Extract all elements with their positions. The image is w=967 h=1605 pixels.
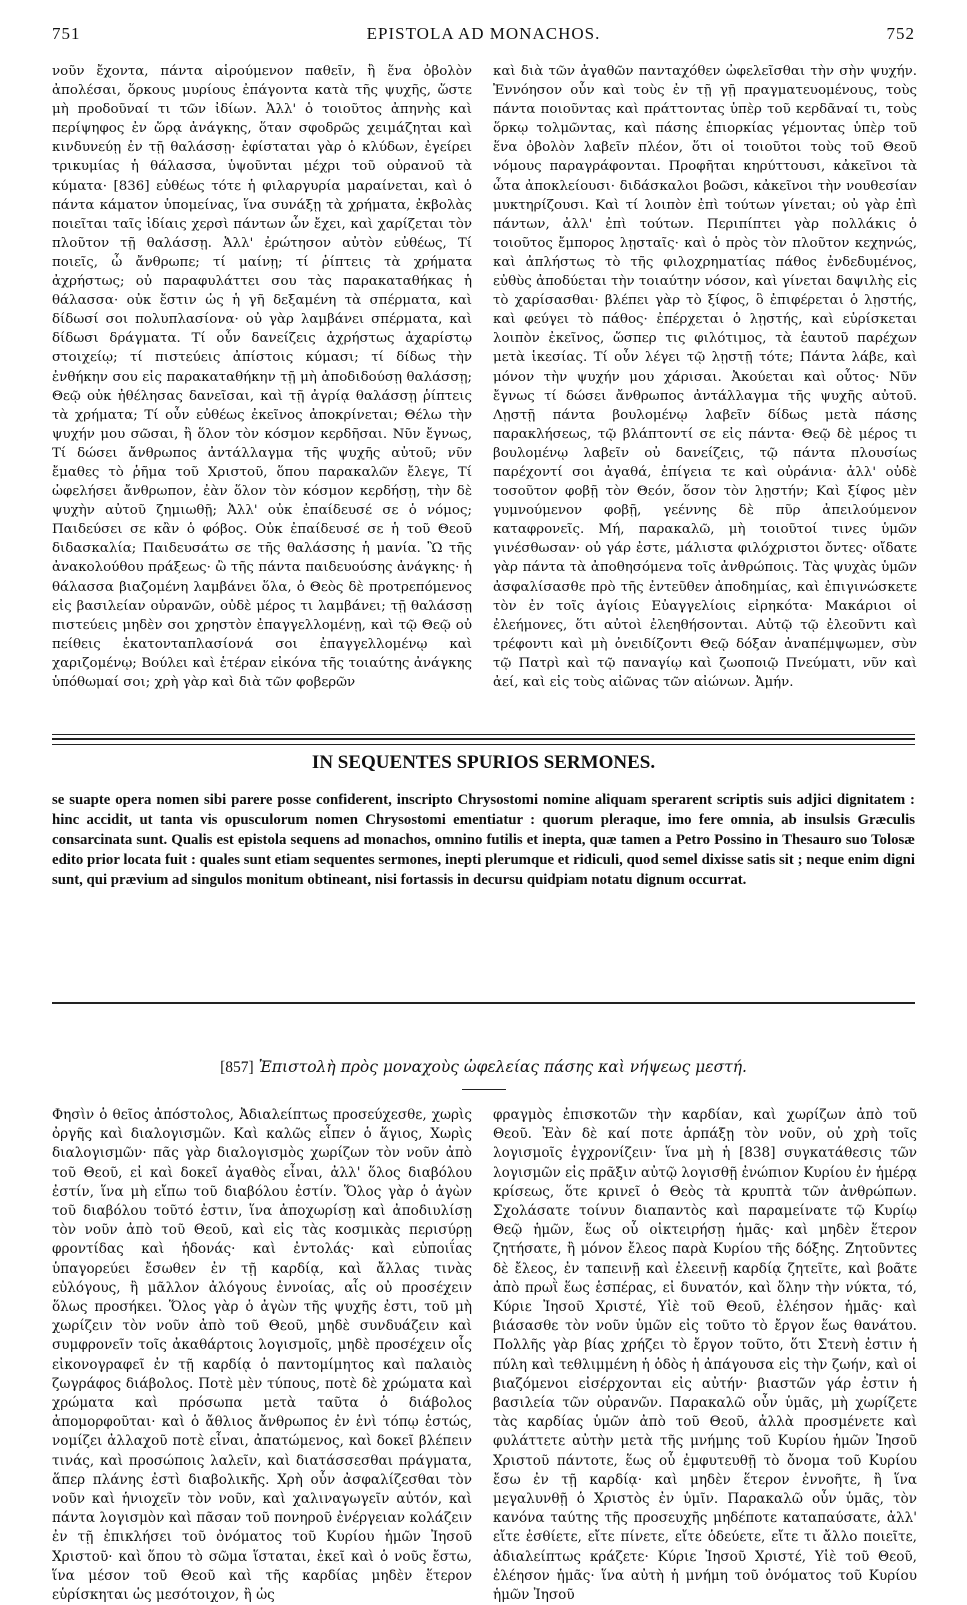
divider-rule-thick — [52, 1002, 915, 1004]
intro-paragraph: se suapte opera nomen sibi parere posse confiderent, inscripto Chrysostomi nomine aliquam sperarent scriptis suis adjici dignitatem : hinc accidit, ut tanta vis opusculorum nomen Chrysostomi ementiatur : quorum pleraque, imo fere omnia, ab insulsis Græculis consarcinata sunt. Qualis est epistola sequens ad monachos, omnino futilis et inepta, quæ tamen a Petro Possino in Thesauro suo Tolosæ edito prior locata fuit : quales sunt etiam sequentes sermones, inepti plerumque et ridiculi, quod semel dixisse satis sit ; neque enim digni sunt, qui prævium ad singulos monitum obtineant, nisi fortassis in decursu quidpiam notatu dignum occurrat. — [52, 792, 915, 888]
upper-right-text: καὶ διὰ τῶν ἀγαθῶν πανταχόθεν ὠφελεῖσθαι τὴν σὴν ψυχήν. Ἐννόησον οὖν καὶ τοὺς ἐν τῇ γῇ πραγματευομένους, τοὺς πάντα ποιοῦντας καὶ πράττοντας ὑπὲρ τοῦ κερδᾶναί τι, τοὺς ὅρκῳ τολμῶντας, καὶ πάσης ἐπιορκίας γέμοντας ὑπὲρ τοῦ ἕνα ὀβολὸν λαβεῖν πλέον, ὅτι οἱ τοιοῦτοι τοὺς τοῦ Θεοῦ νόμους παραγράφονται. Προφῆται κηρύττουσι, κἀκεῖνοι τὰ ὦτα ἀποκλείουσι· διδάσκαλοι βοῶσι, κἀκεῖνοι τὴν νουθεσίαν μυκτηρίζουσι. Καὶ τί λοιπὸν ἐπὶ τούτων γίνεται; οὐ γὰρ ἐπὶ πάντων, ἀλλ' ἐπὶ τούτων. Περιπίπτει γὰρ πολλάκις ὁ τοιοῦτος ἔμπορος λῃσταῖς· καὶ ὁ πρὸς τὸν πλοῦτον κεχηνώς, καὶ ἀπλήστως τὸ τῆς φιλοχρηματίας πάθος ἐνδεδυμένος, εὐθὺς ἀποδύεται τὴν τοιαύτην νόσον, καὶ γίνεται δαψιλὴς εἰς τὸ χαρίσασθαι· βλέπει γὰρ τὸ ξίφος, ὃ ἐπιφέρεται ὁ λῃστής, καὶ φεύγει τὸ πάθος· ἐπέρχεται ὁ λῃστής, καὶ εὑρίσκεται λοιπὸν ἐκεῖνος, ὥσπερ τις φιλότιμος, τὰ ἑαυτοῦ παρέχων μετὰ ἱκεσίας. Τί οὖν λέγει τῷ λῃστῇ τότε; Πάντα λάβε, καὶ μόνον τὴν ψυχήν μου χάρισαι. Ἀκούεται καὶ οὗτος· Νῦν ἔγνως τί δώσει ἄνθρωπος ἀντάλλαγμα τῆς ψυχῆς αὐτοῦ. Λῃστῇ πάντα βουλομένῳ λαβεῖν δίδως μετὰ πάσης παρακλήσεως, τῷ βλάπτοντί σε εἰς πάντα· Θεῷ δὲ μέρος τι βουλομένῳ λαβεῖν οὐ δανείζεις, τῷ πάντα πλουσίως παρέχοντί σοι ἀγαθά, ἐπίγεια τε καὶ οὐράνια· ἀλλ' οὐδὲ τοσοῦτον φοβῇ τὸν Θεόν, ὅσον τὸν λῃστήν; Καὶ ξίφος μὲν γυμνούμενον φοβῇ, γεέννης δὲ πῦρ ἀπειλούμενον καταφρονεῖς. Μή, παρακαλῶ, μὴ τοιοῦτοί τινες ὑμῶν γινέσθωσαν· οὐ γάρ ἐστε, μάλιστα φιλόχριστοι ὄντες· οἴδατε γὰρ πάντα τὰ ἀποθησόμενα τοῖς ἀνθρώποις. Τὰς ψυχὰς ὑμῶν ἀσφαλίσασθε πρὸ τῆς ἐντεῦθεν ἀποδημίας, καὶ ἐπιγινώσκετε τὸν ἐν τοῖς ἁγίοις Εὐαγγελίοις εἰρηκότα· Μακάριοι οἱ ἐλεήμονες, ὅτι αὐτοὶ ἐλεηθήσονται. Αὐτῷ τῷ ἐλεοῦντι καὶ τρέφοντι καὶ μὴ ὀνειδίζοντι Θεῷ δόξαν ἀναπέμψωμεν, σὺν τῷ Πατρὶ καὶ τῷ παναγίῳ καὶ ζωοποιῷ Πνεύματι, νῦν καὶ ἀεί, καὶ εἰς τοὺς αἰῶνας τῶν αἰώνων. Ἀμήν. — [493, 64, 917, 690]
epistle-heading — [52, 1058, 915, 1077]
divider-rule-thick — [52, 738, 915, 740]
epistle-title: Ἐπιστολὴ πρὸς μοναχοὺς ὠφελείας πάσης καὶ νήψεως μεστή. — [258, 1058, 747, 1076]
lower-left-text: Φησὶν ὁ θεῖος ἀπόστολος, Ἀδιαλείπτως προσεύχεσθε, χωρὶς ὀργῆς καὶ διαλογισμῶν. Καὶ καλῶς εἶπεν ὁ ἅγιος, Χωρὶς διαλογισμῶν· πᾶς γὰρ διαλογισμὸς χωρίζων τὸν νοῦν ἀπὸ τοῦ Θεοῦ, εἰ καὶ δοκεῖ ἀγαθὸς εἶναι, ἀλλ' ὅλος διαβόλου ἐστίν, ἵνα μὴ εἴπω τοῦ διαβόλου ἐστίν. Ὅλος γὰρ ὁ ἀγὼν τοῦ διαβόλου τοῦτό ἐστιν, ἵνα ἀποχωρίσῃ καὶ ἀποδιυλίσῃ τὸν νοῦν ἀπὸ τοῦ Θεοῦ, καὶ εἰς τὰς κοσμικὰς περισύρῃ φροντίδας καὶ ἡδονάς· καὶ ἐντολάς· καὶ εὐποιΐας ὑπαγορεύει ἔσωθεν ἐν τῇ καρδίᾳ, καὶ ἄλλας τινὰς εὐλόγους, ἢ μᾶλλον ἀλόγους ἐννοίας, αἷς οὐ προσέχειν ὅλως προσήκει. Ὅλος γὰρ ὁ ἀγὼν τῆς ψυχῆς ἐστι, τοῦ μὴ χωρίζειν τὸν νοῦν ἀπὸ τοῦ Θεοῦ, μηδὲ συνδυάζειν καὶ συμφρονεῖν τοῖς ἀκαθάρτοις λογισμοῖς, μηδὲ προσέχειν οἷς εἰκονογραφεῖ ἐν τῇ καρδίᾳ ὁ παντομίμητος καὶ παλαιὸς ζωγράφος διάβολος. Ποτὲ μὲν τύπους, ποτὲ δὲ χρώματα καὶ χρώματα καὶ πρόσωπα μετὰ ταῦτα ὁ διάβολος ἀπομορφοῦται· καὶ ὁ ἄθλιος ἄνθρωπος ἐν ἑνὶ τόπῳ ἑστώς, νομίζει ἀλλαχοῦ ποτὲ εἶναι, ἀπατώμενος, καὶ δοκεῖ βλέπειν τινάς, καὶ προσώποις λαλεῖν, καὶ διατάσσεσθαι πράγματα, ἅπερ πλάνης ἐστὶ διαβολικῆς. Χρὴ οὖν ἀσφαλίζεσθαι τὸν νοῦν καὶ ἡνιοχεῖν τὸν νοῦν, καὶ χαλιναγωγεῖν αὐτόν, καὶ πάντα λογισμὸν καὶ πᾶσαν τοῦ πονηροῦ ἐνέργειαν κολάζειν ἐν τῇ ἐπικλήσει τοῦ ὀνόματος τοῦ Κυρίου ἡμῶν Ἰησοῦ Χριστοῦ· καὶ ὅπου τὸ σῶμα ἵσταται, ἐκεῖ καὶ ὁ νοῦς ἔστω, ἵνα μέσον τοῦ Θεοῦ καὶ τῆς καρδίας μηδὲν ἕτερον εὑρίσκηται ὡς μεσότοιχον, ἢ ὡς — [52, 1107, 472, 1604]
page-number-left: 751 — [52, 24, 81, 43]
upper-right-column — [493, 62, 917, 722]
column-number: [857] — [220, 1059, 254, 1076]
lower-right-column — [493, 1106, 917, 1604]
divider-rule — [52, 744, 915, 745]
running-title: EPISTOLA AD MONACHOS. — [366, 24, 601, 43]
lower-right-text: φραγμὸς ἐπισκοτῶν τὴν καρδίαν, καὶ χωρίζων ἀπὸ τοῦ Θεοῦ. Ἐὰν δὲ καί ποτε ἁρπάξῃ τὸν νοῦν, οὐ χρὴ τοῖς λογισμοῖς ἐγχρονίζειν· ἵνα μὴ ἡ [838] συγκατάθεσις τῶν λογισμῶν εἰς πρᾶξιν αὐτῷ λογισθῇ ἐνώπιον Κυρίου ἐν ἡμέρᾳ κρίσεως, ὅτε κρινεῖ ὁ Θεὸς τὰ κρυπτὰ τῶν ἀνθρώπων. Σχολάσατε τοίνυν διαπαντὸς καὶ παραμείνατε τῷ Κυρίῳ Θεῷ ἡμῶν, ἕως οὗ οἰκτειρήσῃ ἡμᾶς· καὶ μηδὲν ἕτερον ζητήσατε, ἢ μόνον ἔλεος παρὰ Κυρίου τῆς δόξης. Ζητοῦντες δὲ ἔλεος, ἐν ταπεινῇ καὶ ἐλεεινῇ καρδίᾳ ζητεῖτε, καὶ βοᾶτε ἀπὸ πρωῒ ἕως ἑσπέρας, εἰ δυνατόν, καὶ ὅλην τὴν νύκτα, τό, Κύριε Ἰησοῦ Χριστέ, Υἱὲ τοῦ Θεοῦ, ἐλέησον ἡμᾶς· καὶ βιάσασθε τὸν νοῦν ὑμῶν εἰς τοῦτο τὸ ἔργον ἕως θανάτου. Πολλῆς γὰρ βίας χρήζει τὸ ἔργον τοῦτο, ὅτι Στενὴ ἐστιν ἡ πύλη καὶ τεθλιμμένη ἡ ὁδὸς ἡ ἀπάγουσα εἰς τὴν ζωήν, καὶ οἱ βιαζόμενοι εἰσέρχονται εἰς αὐτήν· βιαστῶν γάρ ἐστιν ἡ βασιλεία τῶν οὐρανῶν. Παρακαλῶ οὖν ὑμᾶς, μὴ χωρίζετε τὰς καρδίας ὑμῶν ἀπὸ τοῦ Θεοῦ, ἀλλὰ προσμένετε καὶ φυλάττετε αὐτὴν μετὰ τῆς μνήμης τοῦ Κυρίου ἡμῶν Ἰησοῦ Χριστοῦ πάντοτε, ἕως οὗ ἐμφυτευθῇ τὸ ὄνομα τοῦ Κυρίου ἔσω ἐν τῇ καρδίᾳ· καὶ μηδὲν ἕτερον ἐννοῆτε, ἢ ἵνα μεγαλυνθῇ ὁ Χριστὸς ἐν ὑμῖν. Παρακαλῶ οὖν ὑμᾶς, τὸν κανόνα ταύτης τῆς προσευχῆς μηδέποτε καταπαύσατε, ἀλλ' εἴτε ἐσθίετε, εἴτε πίνετε, εἴτε ὁδεύετε, εἴτε τι ἄλλο ποιεῖτε, ἀδιαλείπτως κράζετε· Κύριε Ἰησοῦ Χριστέ, Υἱὲ τοῦ Θεοῦ, ἐλέησον ἡμᾶς· ἵνα αὐτὴ ἡ μνήμη τοῦ ὀνόματος τοῦ Κυρίου ἡμῶν Ἰησοῦ — [493, 1107, 917, 1604]
section-title: IN SEQUENTES SPURIOS SERMONES. — [311, 752, 656, 773]
upper-left-text: νοῦν ἔχοντα, πάντα αἱρούμενον παθεῖν, ἢ ἕνα ὀβολὸν ἀπολέσαι, ὅρκους μυρίους ἐπάγοντα κατὰ τῆς ψυχῆς, ὥστε μὴ προδοῦναί τι τῶν ἰδίων. Ἀλλ' ὁ τοιοῦτος ἀπηνὴς καὶ περίψηφος ἐν ὥρᾳ ἀνάγκης, ὅταν σφοδρῶς χειμάζηται καὶ κινδυνεύῃ ἐν τῇ θαλάσσῃ· ἐφίσταται γὰρ ὁ κλύδων, ἐγείρει τρικυμίας ἡ θάλασσα, ὑψοῦνται μέχρι τοῦ οὐρανοῦ τὰ κύματα· [836] εὐθέως τότε ἡ φιλαργυρία μαραίνεται, καὶ ὁ πάντα κάματον ὑπομείνας, ἵνα συνάξῃ τὰ χρήματα, ἐκβολὰς ποιεῖται ταῖς ἰδίαις χερσὶ πάντων ὧν ἔχει, καὶ χαρίζεται τὸν πλοῦτον τῇ θαλάσσῃ. Ἀλλ' ἐρώτησον αὐτὸν εὐθέως, Τί ποιεῖς, ὦ ἄνθρωπε; τί μαίνῃ; τί ῥίπτεις τὰ χρήματα ἀχρήστως; οὐ παραφυλάττει σου τὰς παρακαταθήκας ἡ θάλασσα· οὐκ ἔστιν ὡς ἡ γῆ δεξαμένη τὰ σπέρματα, καὶ δίδωσί σοι πολυπλασίονα· οὐ γὰρ λαμβάνει σπέρματα, καὶ δίδωσι δράγματα. Τί οὖν δανείζεις ἀχρήστως ἀχαρίστῳ στοιχείῳ; τί πιστεύεις ἀπίστοις κύμασι; τί δίδως τὴν ἐνθήκην σου εἰς παρακαταθήκην τῇ μὴ ἀποδιδούσῃ θαλάσσῃ; Θεῷ οὐκ ἠθέλησας δανεῖσαι, καὶ τῇ ἀγρίᾳ θαλάσσῃ ῥίπτεις τὰ χρήματα; Τί οὖν εὐθέως ἐκεῖνος ἀποκρίνεται; Θέλω τὴν ψυχήν μου σῶσαι, ἢ ὅλον τὸν κόσμον κερδῆσαι. Νῦν ἔγνως, Τί δώσει ἄνθρωπος ἀντάλλαγμα τῆς ψυχῆς αὐτοῦ; νῦν ἔμαθες τὸ ῥῆμα τοῦ Χριστοῦ, ὅπου παρακαλῶν ἔλεγε, Τί ὠφελήσει ἄνθρωπον, ἐὰν ὅλον τὸν κόσμον κερδήσῃ, τὴν δὲ ψυχὴν αὐτοῦ ζημιωθῇ; Ἀλλ' οὐκ ἐπαίδευσέ σε ὁ νόμος; Παιδεύσει σε κἂν ὁ φόβος. Οὐκ ἐπαίδευσέ σε ἡ τοῦ Θεοῦ διδασκαλία; Παιδευσάτω σε τῆς θαλάσσης ἡ μανία. Ὢ τῆς ἀνακολούθου πράξεως· ὢ τῆς πάντα παιδευούσης ἀνάγκης· ἡ θάλασσα βιαζομένη λαμβάνει ὅλα, ὁ Θεὸς δὲ προτρεπόμενος εἰς βασιλείαν οὐρανῶν, οὐδὲ μέρος τι λαμβάνει; τῇ θαλάσσῃ πιστεύεις μηδὲν σοι χρηστὸν ἐπαγγελλομένῃ, καὶ τῷ Θεῷ οὐ πείθεις ἑκατονταπλασίονά σοι ἐπαγγελλομένῳ καὶ χαριζομένῳ; Βούλει καὶ ἑτέραν εἰκόνα τῆς τοιαύτης ἀνάγκης ὑπόθωμαί σοι; χρὴ γὰρ καὶ διὰ τῶν φοβερῶν — [52, 64, 472, 690]
short-rule — [462, 1089, 506, 1090]
page-number-right: 752 — [886, 24, 915, 43]
upper-left-column — [52, 62, 472, 722]
divider-rule — [52, 734, 915, 735]
running-header — [52, 24, 915, 48]
lower-left-column — [52, 1106, 472, 1604]
